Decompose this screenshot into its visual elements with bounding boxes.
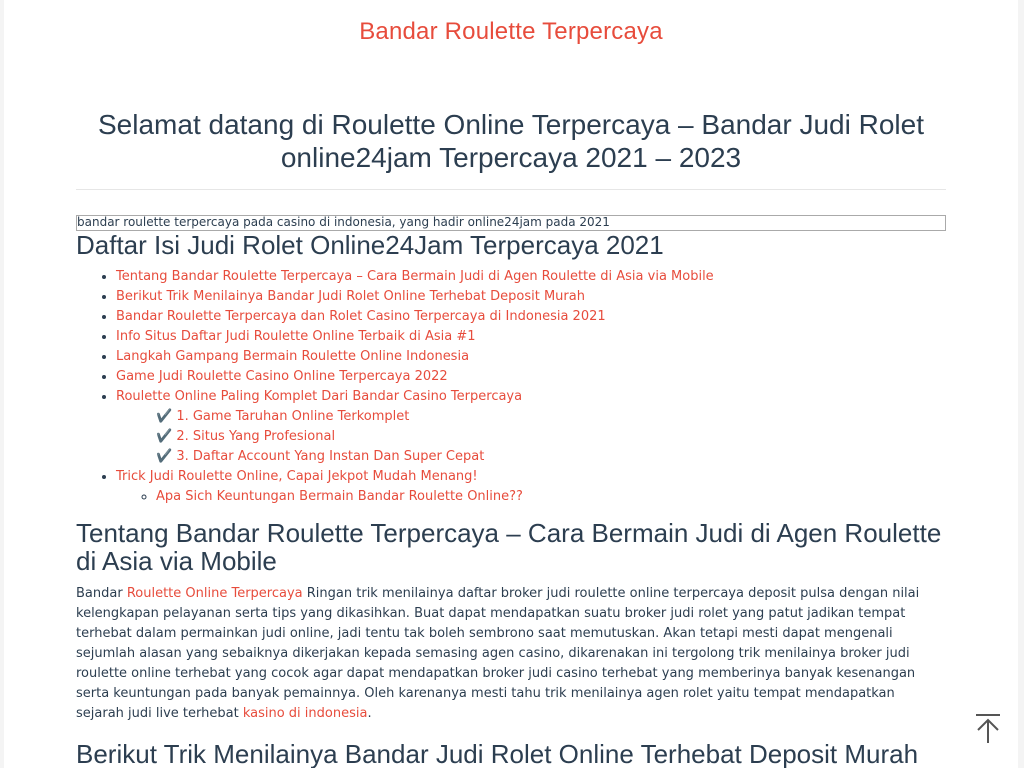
toc-link-3[interactable]: Bandar Roulette Terpercaya dan Rolet Casino Terpercaya di Indonesia 2021 — [116, 309, 606, 324]
title-divider — [76, 189, 946, 190]
toc-link-2[interactable]: Berikut Trik Menilainya Bandar Judi Rolet Online Terhebat Deposit Murah — [116, 289, 585, 304]
toc-link-8[interactable]: Trick Judi Roulette Online, Capai Jekpot Mudah Menang! — [116, 469, 478, 484]
toc-item — [116, 327, 714, 347]
toc-item — [116, 387, 714, 467]
toc-subitem — [156, 427, 714, 447]
site-title-link[interactable]: Bandar Roulette Terpercaya — [359, 18, 663, 45]
paragraph-text: Bandar — [76, 586, 127, 601]
toc-sublink-1[interactable]: ✔️ 1. Game Taruhan Online Terkomplet — [156, 409, 410, 424]
roulette-online-link[interactable]: Roulette Online Terpercaya — [126, 586, 303, 601]
toc-sublist — [116, 407, 714, 467]
section-heading-1: Tentang Bandar Roulette Terpercaya – Cara Bermain Judi di Agen Roulette di Asia via Mobile — [76, 518, 942, 576]
kasino-indonesia-link[interactable]: kasino di indonesia — [242, 706, 368, 721]
post-title: Selamat datang di Roulette Online Terpercaya – Bandar Judi Rolet online24jam Terpercaya 2021 – 2023 — [98, 109, 924, 173]
toc-subitem — [156, 487, 714, 507]
toc-item — [116, 267, 714, 287]
toc-item — [116, 307, 714, 327]
toc-item — [116, 467, 714, 507]
toc-sublink-2[interactable]: ✔️ 2. Situs Yang Profesional — [156, 429, 336, 444]
toc-sublist — [116, 487, 714, 507]
section-paragraph-1 — [76, 584, 946, 724]
toc-sublink-4[interactable]: Apa Sich Keuntungan Bermain Bandar Roulette Online?? — [156, 489, 523, 504]
paragraph-text: . — [367, 706, 372, 721]
toc-link-4[interactable]: Info Situs Daftar Judi Roulette Online Terbaik di Asia #1 — [116, 329, 476, 344]
toc-link-5[interactable]: Langkah Gampang Bermain Roulette Online Indonesia — [116, 349, 470, 364]
toc-subitem — [156, 447, 714, 467]
arrow-up-to-top-icon — [973, 712, 1003, 744]
toc-item — [116, 367, 714, 387]
paragraph-text: Ringan trik menilainya daftar broker judi roulette online terpercaya deposit pulsa dengan nilai kelengkapan pelayanan serta tips yang dikasihkan. Buat dapat mendapatkan suatu broker judi rolet yang patut jadikan tempat terhebat dalam permainkan judi online, jadi tentu tak boleh sembrono saat memutuskan. Akan tetapi mesti dapat mengenali sejumlah alasan yang sebaiknya dikerjakan kepada semasing agen casino, dikarenakan ini tergolong trik menilainya broker judi roulette online terhebat yang cocok agar dapat mendapatkan broker judi casino terhebat yang memberinya banyak kesenangan serta keuntungan pada banyak pemainnya. Oleh karenanya mesti tahu trik menilainya agen rolet yaitu tempat mendapatkan sejarah judi live terhebat — [76, 586, 920, 721]
toc-subitem — [156, 407, 714, 427]
page-container — [4, 0, 1018, 768]
toc-link-7[interactable]: Roulette Online Paling Komplet Dari Bandar Casino Terpercaya — [116, 389, 523, 404]
toc-heading: Daftar Isi Judi Rolet Online24Jam Terpercaya 2021 — [76, 230, 664, 260]
toc-item — [116, 347, 714, 367]
toc-sublink-3[interactable]: ✔️ 3. Daftar Account Yang Instan Dan Super Cepat — [156, 449, 485, 464]
toc-link-1[interactable]: Tentang Bandar Roulette Terpercaya – Cara Bermain Judi di Agen Roulette di Asia via Mobile — [116, 269, 714, 284]
toc-item — [116, 287, 714, 307]
image-caption: bandar roulette terpercaya pada casino di indonesia, yang hadir online24jam pada 2021 — [76, 215, 946, 231]
table-of-contents — [76, 267, 714, 507]
section-heading-2: Berikut Trik Menilainya Bandar Judi Rolet Online Terhebat Deposit Murah — [76, 739, 919, 768]
toc-link-6[interactable]: Game Judi Roulette Casino Online Terpercaya 2022 — [116, 369, 448, 384]
scroll-to-top-button[interactable] — [973, 712, 1003, 744]
